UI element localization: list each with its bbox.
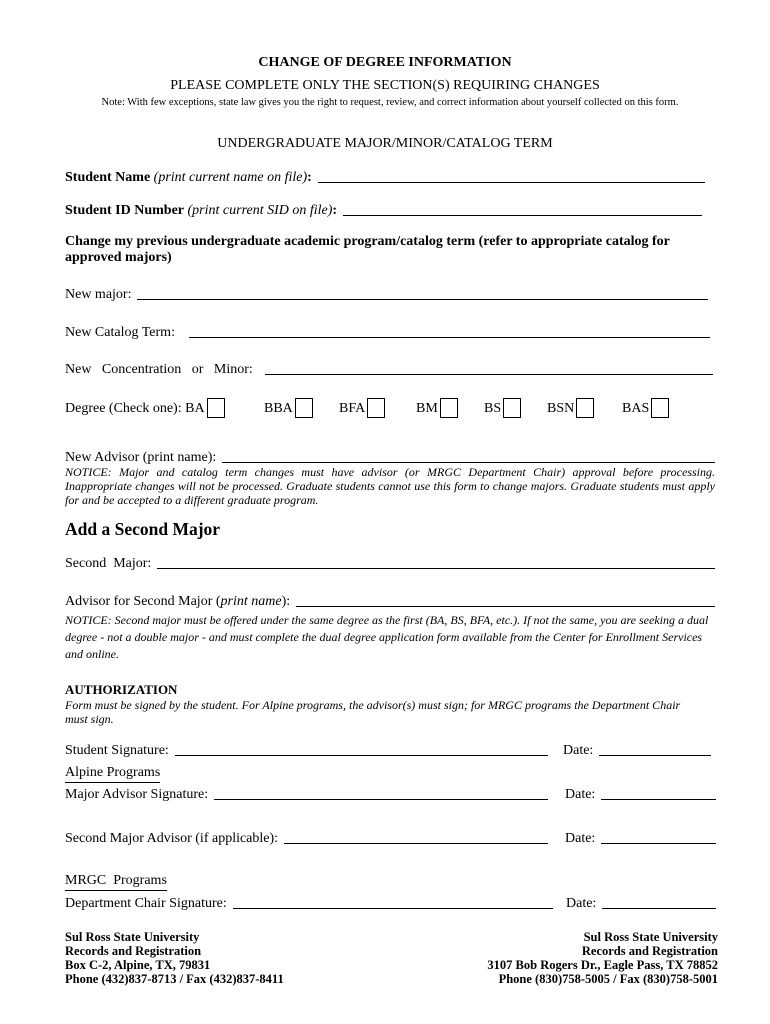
second-major-heading: Add a Second Major — [65, 519, 221, 539]
second-advisor-date-field[interactable] — [601, 842, 716, 844]
dept-chair-row — [65, 896, 553, 912]
student-id-hint: (print current SID on file) — [187, 203, 333, 218]
new-concentration-label: New Concentration or Minor: — [65, 362, 253, 377]
dept-chair-label: Department Chair Signature: — [65, 896, 227, 911]
second-major-advisor-signature-field[interactable] — [284, 842, 548, 844]
new-catalog-label: New Catalog Term: — [65, 325, 175, 340]
new-advisor-label: New Advisor (print name): — [65, 450, 217, 465]
degree-bas-label: BAS — [622, 401, 650, 416]
address-line: 3107 Bob Rogers Dr., Eagle Pass, TX 78852 — [487, 958, 718, 972]
change-notice: NOTICE: Major and catalog term changes must have advisor (or MRGC Department Chair) approval before processing. Inappropriate changes will not be processed. Graduate students cannot use this form to change majors. Graduate students must apply for and be accepted to a different graduate program. — [65, 465, 715, 507]
student-signature-label: Student Signature: — [65, 743, 169, 758]
second-advisor-hint: print name — [220, 594, 282, 609]
eagle-pass-office-address — [487, 930, 718, 986]
date-label: Date: — [566, 896, 597, 911]
authorization-heading: AUTHORIZATION — [65, 682, 178, 697]
address-line: Sul Ross State University — [65, 930, 200, 944]
degree-bsn-label: BSN — [547, 401, 575, 416]
major-advisor-signature-field[interactable] — [214, 798, 548, 800]
second-advisor-field[interactable] — [296, 605, 715, 607]
second-major-label: Second Major: — [65, 556, 152, 571]
checkbox-bm[interactable] — [440, 398, 458, 418]
new-advisor-row — [65, 450, 715, 466]
major-advisor-date-field[interactable] — [601, 798, 716, 800]
degree-option-bba — [264, 398, 313, 418]
address-line: Box C-2, Alpine, TX, 79831 — [65, 958, 211, 972]
student-date-row — [563, 743, 711, 759]
section-title: UNDERGRADUATE MAJOR/MINOR/CATALOG TERM — [217, 136, 553, 151]
student-id-field[interactable] — [343, 214, 702, 216]
address-line: Phone (432)837-8713 / Fax (432)837-8411 — [65, 972, 284, 986]
degree-bs-label: BS — [484, 401, 502, 416]
checkbox-bas[interactable] — [651, 398, 669, 418]
student-signature-row — [65, 743, 548, 759]
checkbox-bfa[interactable] — [367, 398, 385, 418]
student-name-label: Student Name — [65, 170, 151, 185]
date-label: Date: — [563, 743, 594, 758]
second-major-notice: NOTICE: Second major must be offered under the same degree as the first (BA, BS, BFA, etc.). If not the same, you are seeking a dual degree - not a double major - and must complete the dual degree application form available from the Center for Enrollment Services and online. — [65, 613, 709, 661]
second-advisor-row — [65, 594, 715, 610]
degree-bfa-label: BFA — [339, 401, 366, 416]
degree-bm-label: BM — [416, 401, 438, 416]
alpine-office-address — [65, 930, 284, 986]
authorization-instructions: Form must be signed by the student. For Alpine programs, the advisor(s) must sign; for MRGC programs the Department Chair must sign. — [65, 698, 681, 726]
student-name-field[interactable] — [318, 181, 705, 183]
degree-bba-label: BBA — [264, 401, 293, 416]
privacy-note: Note: With few exceptions, state law gives you the right to request, review, and correct information about yourself collected on this form. — [101, 97, 679, 108]
student-name-row — [65, 170, 705, 186]
colon: : — [332, 203, 338, 218]
degree-option-bsn — [547, 398, 594, 418]
new-concentration-field[interactable] — [265, 373, 713, 375]
new-catalog-row — [65, 325, 710, 341]
second-advisor-label: Advisor for Second Major ( — [65, 594, 221, 609]
degree-option-bfa — [339, 398, 385, 418]
dept-chair-date-field[interactable] — [602, 907, 716, 909]
new-major-row — [65, 287, 708, 303]
change-program-heading: Change my previous undergraduate academic program/catalog term (refer to appropriate catalog for approved majors) — [65, 234, 670, 265]
new-major-label: New major: — [65, 287, 132, 302]
form-title: CHANGE OF DEGREE INFORMATION — [258, 55, 512, 70]
degree-option-bs — [484, 398, 521, 418]
major-advisor-row — [65, 787, 548, 803]
new-advisor-field[interactable] — [222, 461, 715, 463]
address-line: Records and Registration — [65, 944, 202, 958]
date-label: Date: — [565, 831, 596, 846]
student-signature-field[interactable] — [175, 754, 548, 756]
major-advisor-label: Major Advisor Signature: — [65, 787, 209, 802]
student-name-hint: (print current name on file) — [153, 170, 308, 185]
second-advisor-suffix: ): — [281, 594, 291, 609]
student-id-label: Student ID Number — [65, 203, 185, 218]
address-line: Records and Registration — [581, 944, 718, 958]
student-date-field[interactable] — [599, 754, 711, 756]
second-major-field[interactable] — [157, 567, 715, 569]
new-major-field[interactable] — [137, 298, 708, 300]
dept-chair-date-row — [566, 896, 716, 912]
second-major-advisor-row — [65, 831, 548, 847]
address-line: Sul Ross State University — [583, 930, 718, 944]
dept-chair-signature-field[interactable] — [233, 907, 553, 909]
date-label: Date: — [565, 787, 596, 802]
degree-option-bas — [622, 398, 669, 418]
alpine-programs-label: Alpine Programs — [65, 765, 160, 783]
student-id-row — [65, 203, 702, 219]
major-advisor-date-row — [565, 787, 716, 803]
degree-option-bm — [416, 398, 458, 418]
new-catalog-field[interactable] — [189, 336, 710, 338]
address-line: Phone (830)758-5005 / Fax (830)758-5001 — [498, 972, 718, 986]
mrgc-programs-label: MRGC Programs — [65, 873, 167, 891]
second-advisor-date-row — [565, 831, 716, 847]
new-concentration-row — [65, 362, 713, 378]
checkbox-bsn[interactable] — [576, 398, 594, 418]
checkbox-ba[interactable] — [207, 398, 225, 418]
form-subtitle: PLEASE COMPLETE ONLY THE SECTION(S) REQUIRING CHANGES — [170, 78, 600, 93]
checkbox-bba[interactable] — [295, 398, 313, 418]
degree-option-ba — [65, 398, 225, 418]
second-major-row — [65, 556, 715, 572]
degree-label: Degree (Check one): BA — [65, 401, 205, 416]
colon: : — [307, 170, 312, 185]
checkbox-bs[interactable] — [503, 398, 521, 418]
second-major-advisor-label: Second Major Advisor (if applicable): — [65, 831, 279, 846]
